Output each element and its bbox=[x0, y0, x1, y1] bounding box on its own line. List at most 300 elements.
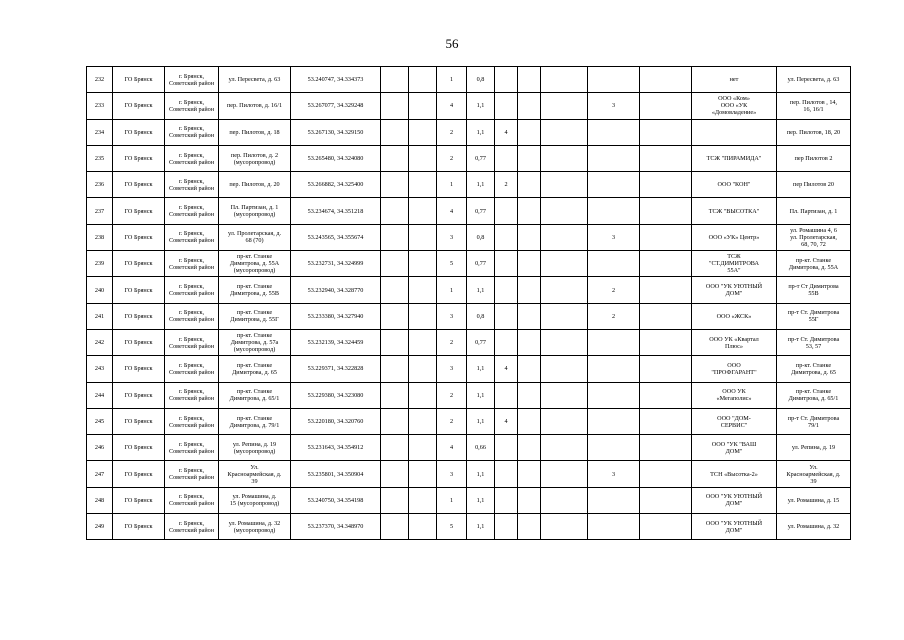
cell-container-count: 4 bbox=[437, 435, 467, 461]
cell-extra-count bbox=[495, 93, 518, 119]
cell-blank-2 bbox=[409, 172, 437, 198]
cell-coordinates: 53.229371, 34.322828 bbox=[291, 356, 381, 382]
cell-served-objects: пер Пилотов 2 bbox=[777, 145, 851, 171]
cell-served-objects: пр-т Ст Димитрова 55В bbox=[777, 277, 851, 303]
cell-organization: ООО "КОН" bbox=[692, 172, 777, 198]
cell-blank-1 bbox=[381, 487, 409, 513]
cell-blank-4 bbox=[541, 172, 588, 198]
cell-blank-4 bbox=[541, 198, 588, 224]
cell-extra-count bbox=[495, 303, 518, 329]
cell-bunker-count: 3 bbox=[588, 93, 640, 119]
registry-body bbox=[87, 67, 851, 540]
cell-address: пр-кт. Станке Димитрова, д. 55Г bbox=[219, 303, 291, 329]
cell-address: пер. Пилотов, д. 2 (мусоропровод) bbox=[219, 145, 291, 171]
cell-coordinates: 53.229380, 34.323080 bbox=[291, 382, 381, 408]
cell-row-number: 237 bbox=[87, 198, 113, 224]
cell-extra-count bbox=[495, 277, 518, 303]
table-row bbox=[87, 329, 851, 355]
cell-container-volume: 0,8 bbox=[467, 224, 495, 250]
cell-locality: г. Брянск, Советский район bbox=[165, 224, 219, 250]
cell-blank-1 bbox=[381, 119, 409, 145]
cell-blank-3 bbox=[518, 93, 541, 119]
cell-blank-1 bbox=[381, 514, 409, 540]
cell-coordinates: 53.232940, 34.328770 bbox=[291, 277, 381, 303]
cell-coordinates: 53.220180, 34.320760 bbox=[291, 408, 381, 434]
table-row bbox=[87, 224, 851, 250]
cell-served-objects: Пл. Партизан, д. 1 bbox=[777, 198, 851, 224]
cell-container-volume: 0,77 bbox=[467, 198, 495, 224]
cell-container-count: 5 bbox=[437, 514, 467, 540]
cell-blank-1 bbox=[381, 224, 409, 250]
cell-blank-5 bbox=[640, 145, 692, 171]
cell-coordinates: 53.267077, 34.329248 bbox=[291, 93, 381, 119]
cell-blank-2 bbox=[409, 303, 437, 329]
cell-extra-count bbox=[495, 67, 518, 93]
cell-container-count: 2 bbox=[437, 382, 467, 408]
cell-municipality: ГО Брянск bbox=[113, 277, 165, 303]
cell-address: пер. Пилотов, д. 20 bbox=[219, 172, 291, 198]
cell-coordinates: 53.233380, 34.327940 bbox=[291, 303, 381, 329]
cell-blank-3 bbox=[518, 145, 541, 171]
table-row bbox=[87, 382, 851, 408]
cell-served-objects: пр-кт. Станке Димитрова, д. 65 bbox=[777, 356, 851, 382]
cell-coordinates: 53.266882, 34.325400 bbox=[291, 172, 381, 198]
cell-served-objects: Ул. Красноармейская, д. 39 bbox=[777, 461, 851, 487]
cell-row-number: 236 bbox=[87, 172, 113, 198]
cell-blank-4 bbox=[541, 514, 588, 540]
cell-extra-count bbox=[495, 514, 518, 540]
cell-served-objects: ул. Репина, д. 19 bbox=[777, 435, 851, 461]
cell-address: пр-кт. Станке Димитрова, д. 57а (мусоропровод) bbox=[219, 329, 291, 355]
cell-extra-count bbox=[495, 435, 518, 461]
cell-blank-3 bbox=[518, 277, 541, 303]
cell-blank-3 bbox=[518, 356, 541, 382]
cell-organization: ТСЖ "СТ.ДИМИТРОВА 55А" bbox=[692, 251, 777, 277]
cell-locality: г. Брянск, Советский район bbox=[165, 461, 219, 487]
cell-blank-5 bbox=[640, 514, 692, 540]
cell-blank-3 bbox=[518, 514, 541, 540]
cell-container-volume: 0,8 bbox=[467, 303, 495, 329]
cell-row-number: 238 bbox=[87, 224, 113, 250]
cell-blank-2 bbox=[409, 461, 437, 487]
cell-blank-2 bbox=[409, 514, 437, 540]
cell-municipality: ГО Брянск bbox=[113, 514, 165, 540]
cell-blank-3 bbox=[518, 329, 541, 355]
cell-blank-3 bbox=[518, 382, 541, 408]
cell-row-number: 244 bbox=[87, 382, 113, 408]
cell-blank-2 bbox=[409, 408, 437, 434]
cell-served-objects: пр-кт. Станке Димитрова, д. 65/1 bbox=[777, 382, 851, 408]
cell-blank-5 bbox=[640, 172, 692, 198]
cell-coordinates: 53.232139, 34.324459 bbox=[291, 329, 381, 355]
registry-table bbox=[86, 66, 851, 540]
cell-served-objects: пр-кт. Станке Димитрова, д. 55А bbox=[777, 251, 851, 277]
cell-container-count: 2 bbox=[437, 145, 467, 171]
cell-municipality: ГО Брянск bbox=[113, 224, 165, 250]
cell-blank-5 bbox=[640, 119, 692, 145]
cell-organization: ООО "УК УЮТНЫЙ ДОМ" bbox=[692, 487, 777, 513]
cell-container-volume: 1,1 bbox=[467, 172, 495, 198]
cell-organization: ТСЖ "ПИРАМИДА" bbox=[692, 145, 777, 171]
cell-served-objects: пр-т Ст. Димитрова 55Г bbox=[777, 303, 851, 329]
cell-container-count: 3 bbox=[437, 224, 467, 250]
cell-blank-4 bbox=[541, 251, 588, 277]
cell-blank-3 bbox=[518, 198, 541, 224]
cell-address: Пл. Партизан, д. 1 (мусоропровод) bbox=[219, 198, 291, 224]
cell-extra-count: 4 bbox=[495, 408, 518, 434]
cell-container-count: 5 bbox=[437, 251, 467, 277]
cell-blank-4 bbox=[541, 145, 588, 171]
cell-blank-4 bbox=[541, 303, 588, 329]
cell-locality: г. Брянск, Советский район bbox=[165, 356, 219, 382]
cell-blank-3 bbox=[518, 119, 541, 145]
cell-locality: г. Брянск, Советский район bbox=[165, 382, 219, 408]
cell-bunker-count bbox=[588, 329, 640, 355]
cell-locality: г. Брянск, Советский район bbox=[165, 93, 219, 119]
cell-bunker-count: 3 bbox=[588, 224, 640, 250]
cell-municipality: ГО Брянск bbox=[113, 356, 165, 382]
cell-blank-5 bbox=[640, 487, 692, 513]
cell-address: ул. Пересвета, д. 63 bbox=[219, 67, 291, 93]
cell-blank-2 bbox=[409, 198, 437, 224]
cell-municipality: ГО Брянск bbox=[113, 329, 165, 355]
cell-served-objects: ул. Ромашина, д. 32 bbox=[777, 514, 851, 540]
cell-locality: г. Брянск, Советский район bbox=[165, 408, 219, 434]
cell-locality: г. Брянск, Советский район bbox=[165, 119, 219, 145]
cell-container-volume: 1,1 bbox=[467, 514, 495, 540]
cell-coordinates: 53.243565, 34.355674 bbox=[291, 224, 381, 250]
cell-blank-5 bbox=[640, 224, 692, 250]
cell-container-count: 4 bbox=[437, 93, 467, 119]
cell-blank-4 bbox=[541, 487, 588, 513]
cell-organization: ООО "УК УЮТНЫЙ ДОМ" bbox=[692, 277, 777, 303]
cell-container-count: 1 bbox=[437, 67, 467, 93]
cell-organization: ТСН «Высотка-2» bbox=[692, 461, 777, 487]
cell-served-objects: пер Пилотов 20 bbox=[777, 172, 851, 198]
table-row bbox=[87, 198, 851, 224]
cell-extra-count: 4 bbox=[495, 119, 518, 145]
table-row bbox=[87, 251, 851, 277]
cell-blank-3 bbox=[518, 251, 541, 277]
cell-container-count: 3 bbox=[437, 461, 467, 487]
cell-container-count: 1 bbox=[437, 277, 467, 303]
cell-bunker-count: 2 bbox=[588, 277, 640, 303]
cell-organization: ООО «Ком» ООО «УК «Домовладение» bbox=[692, 93, 777, 119]
cell-organization bbox=[692, 119, 777, 145]
cell-locality: г. Брянск, Советский район bbox=[165, 67, 219, 93]
cell-organization: ООО "УК УЮТНЫЙ ДОМ" bbox=[692, 514, 777, 540]
cell-organization: ООО УК «Квартал Плюс» bbox=[692, 329, 777, 355]
cell-blank-4 bbox=[541, 356, 588, 382]
cell-locality: г. Брянск, Советский район bbox=[165, 172, 219, 198]
cell-bunker-count bbox=[588, 172, 640, 198]
cell-locality: г. Брянск, Советский район bbox=[165, 198, 219, 224]
cell-blank-4 bbox=[541, 119, 588, 145]
cell-extra-count: 4 bbox=[495, 356, 518, 382]
cell-row-number: 248 bbox=[87, 487, 113, 513]
cell-blank-2 bbox=[409, 435, 437, 461]
cell-blank-1 bbox=[381, 145, 409, 171]
cell-served-objects: пр-т Ст. Димитрова 53, 57 bbox=[777, 329, 851, 355]
cell-blank-1 bbox=[381, 198, 409, 224]
cell-container-volume: 0,77 bbox=[467, 251, 495, 277]
cell-address: ул. Ромашина, д. 32 (мусоропровод) bbox=[219, 514, 291, 540]
cell-blank-2 bbox=[409, 382, 437, 408]
cell-locality: г. Брянск, Советский район bbox=[165, 303, 219, 329]
table-row bbox=[87, 408, 851, 434]
cell-row-number: 243 bbox=[87, 356, 113, 382]
cell-bunker-count bbox=[588, 145, 640, 171]
cell-served-objects: пер. Пилотов , 14, 16, 16/1 bbox=[777, 93, 851, 119]
cell-blank-2 bbox=[409, 251, 437, 277]
cell-locality: г. Брянск, Советский район bbox=[165, 435, 219, 461]
cell-address: ул. Ромашина, д. 15 (мусоропровод) bbox=[219, 487, 291, 513]
cell-organization: ООО "ПРОФГАРАНТ" bbox=[692, 356, 777, 382]
cell-address: пер. Пилотов, д. 16/1 bbox=[219, 93, 291, 119]
cell-blank-5 bbox=[640, 329, 692, 355]
cell-bunker-count bbox=[588, 487, 640, 513]
cell-address: ул. Пролетарская, д. 68 (70) bbox=[219, 224, 291, 250]
cell-served-objects: пр-т Ст. Димитрова 79/1 bbox=[777, 408, 851, 434]
cell-bunker-count bbox=[588, 251, 640, 277]
cell-row-number: 241 bbox=[87, 303, 113, 329]
cell-container-count: 3 bbox=[437, 356, 467, 382]
cell-bunker-count bbox=[588, 408, 640, 434]
cell-municipality: ГО Брянск bbox=[113, 303, 165, 329]
cell-organization: ООО УК «Мегаполис» bbox=[692, 382, 777, 408]
cell-blank-3 bbox=[518, 487, 541, 513]
cell-coordinates: 53.267130, 34.329150 bbox=[291, 119, 381, 145]
cell-blank-3 bbox=[518, 408, 541, 434]
cell-address: пр-кт. Станке Димитрова, д. 65/1 bbox=[219, 382, 291, 408]
cell-municipality: ГО Брянск bbox=[113, 408, 165, 434]
cell-municipality: ГО Брянск bbox=[113, 435, 165, 461]
cell-municipality: ГО Брянск bbox=[113, 487, 165, 513]
cell-container-volume: 1,1 bbox=[467, 408, 495, 434]
cell-extra-count: 2 bbox=[495, 172, 518, 198]
cell-bunker-count bbox=[588, 119, 640, 145]
table-row bbox=[87, 277, 851, 303]
cell-locality: г. Брянск, Советский район bbox=[165, 329, 219, 355]
cell-municipality: ГО Брянск bbox=[113, 251, 165, 277]
cell-blank-2 bbox=[409, 119, 437, 145]
cell-blank-2 bbox=[409, 224, 437, 250]
cell-coordinates: 53.231643, 34.354912 bbox=[291, 435, 381, 461]
cell-blank-4 bbox=[541, 93, 588, 119]
cell-extra-count bbox=[495, 487, 518, 513]
table-row bbox=[87, 461, 851, 487]
table-row bbox=[87, 145, 851, 171]
cell-row-number: 234 bbox=[87, 119, 113, 145]
cell-blank-4 bbox=[541, 224, 588, 250]
cell-row-number: 245 bbox=[87, 408, 113, 434]
cell-municipality: ГО Брянск bbox=[113, 172, 165, 198]
table-row bbox=[87, 356, 851, 382]
cell-blank-1 bbox=[381, 461, 409, 487]
cell-blank-5 bbox=[640, 303, 692, 329]
cell-organization: ТСЖ "ВЫСОТКА" bbox=[692, 198, 777, 224]
cell-blank-4 bbox=[541, 67, 588, 93]
cell-container-volume: 0,66 bbox=[467, 435, 495, 461]
cell-served-objects: пер. Пилотов, 18, 20 bbox=[777, 119, 851, 145]
cell-blank-1 bbox=[381, 251, 409, 277]
cell-address: Ул. Красноармейская, д. 39 bbox=[219, 461, 291, 487]
cell-container-volume: 1,1 bbox=[467, 382, 495, 408]
cell-municipality: ГО Брянск bbox=[113, 461, 165, 487]
table-row bbox=[87, 172, 851, 198]
cell-blank-1 bbox=[381, 356, 409, 382]
cell-blank-1 bbox=[381, 93, 409, 119]
cell-blank-1 bbox=[381, 303, 409, 329]
cell-container-count: 1 bbox=[437, 487, 467, 513]
cell-blank-3 bbox=[518, 435, 541, 461]
cell-blank-5 bbox=[640, 198, 692, 224]
cell-address: пр-кт. Станке Димитрова, д. 55А (мусоропровод) bbox=[219, 251, 291, 277]
cell-container-count: 2 bbox=[437, 408, 467, 434]
cell-bunker-count bbox=[588, 356, 640, 382]
cell-extra-count bbox=[495, 224, 518, 250]
cell-blank-2 bbox=[409, 93, 437, 119]
cell-blank-5 bbox=[640, 251, 692, 277]
cell-coordinates: 53.237370, 34.348970 bbox=[291, 514, 381, 540]
cell-municipality: ГО Брянск bbox=[113, 119, 165, 145]
cell-blank-5 bbox=[640, 67, 692, 93]
cell-blank-4 bbox=[541, 277, 588, 303]
cell-locality: г. Брянск, Советский район bbox=[165, 277, 219, 303]
cell-bunker-count bbox=[588, 435, 640, 461]
cell-address: пер. Пилотов, д. 18 bbox=[219, 119, 291, 145]
cell-blank-1 bbox=[381, 67, 409, 93]
cell-organization: ООО «УК» Центр» bbox=[692, 224, 777, 250]
cell-blank-3 bbox=[518, 461, 541, 487]
cell-row-number: 242 bbox=[87, 329, 113, 355]
cell-bunker-count: 2 bbox=[588, 303, 640, 329]
cell-blank-2 bbox=[409, 329, 437, 355]
cell-blank-4 bbox=[541, 435, 588, 461]
cell-container-volume: 1,1 bbox=[467, 93, 495, 119]
table-row bbox=[87, 303, 851, 329]
table-row bbox=[87, 119, 851, 145]
cell-container-volume: 1,1 bbox=[467, 119, 495, 145]
cell-blank-3 bbox=[518, 303, 541, 329]
cell-blank-1 bbox=[381, 172, 409, 198]
cell-municipality: ГО Брянск bbox=[113, 93, 165, 119]
cell-blank-5 bbox=[640, 93, 692, 119]
table-row bbox=[87, 487, 851, 513]
cell-blank-3 bbox=[518, 224, 541, 250]
cell-extra-count bbox=[495, 461, 518, 487]
cell-locality: г. Брянск, Советский район bbox=[165, 487, 219, 513]
cell-container-count: 3 bbox=[437, 303, 467, 329]
cell-blank-1 bbox=[381, 329, 409, 355]
cell-row-number: 239 bbox=[87, 251, 113, 277]
cell-container-count: 2 bbox=[437, 119, 467, 145]
cell-served-objects: ул. Ромашина, д. 15 bbox=[777, 487, 851, 513]
page-number: 56 bbox=[445, 36, 459, 51]
cell-blank-5 bbox=[640, 461, 692, 487]
cell-container-volume: 1,1 bbox=[467, 356, 495, 382]
cell-coordinates: 53.240750, 34.354198 bbox=[291, 487, 381, 513]
cell-bunker-count bbox=[588, 382, 640, 408]
cell-row-number: 233 bbox=[87, 93, 113, 119]
cell-address: пр-кт. Станке Димитрова, д. 79/1 bbox=[219, 408, 291, 434]
cell-row-number: 246 bbox=[87, 435, 113, 461]
cell-container-volume: 0,77 bbox=[467, 329, 495, 355]
cell-container-count: 4 bbox=[437, 198, 467, 224]
cell-blank-1 bbox=[381, 277, 409, 303]
cell-coordinates: 53.234674, 34.351218 bbox=[291, 198, 381, 224]
cell-organization: ООО "УК "ВАШ ДОМ" bbox=[692, 435, 777, 461]
cell-blank-4 bbox=[541, 461, 588, 487]
cell-blank-5 bbox=[640, 356, 692, 382]
cell-municipality: ГО Брянск bbox=[113, 145, 165, 171]
cell-container-volume: 1,1 bbox=[467, 487, 495, 513]
cell-row-number: 235 bbox=[87, 145, 113, 171]
table-row bbox=[87, 93, 851, 119]
cell-blank-5 bbox=[640, 277, 692, 303]
cell-served-objects: ул. Ромашина 4, 6 ул. Пролетарская, 68, 70, 72 bbox=[777, 224, 851, 250]
table-row bbox=[87, 67, 851, 93]
cell-container-count: 1 bbox=[437, 172, 467, 198]
cell-coordinates: 53.240747, 34.334373 bbox=[291, 67, 381, 93]
cell-row-number: 249 bbox=[87, 514, 113, 540]
cell-container-volume: 0,8 bbox=[467, 67, 495, 93]
cell-locality: г. Брянск, Советский район bbox=[165, 514, 219, 540]
cell-extra-count bbox=[495, 198, 518, 224]
cell-container-count: 2 bbox=[437, 329, 467, 355]
cell-municipality: ГО Брянск bbox=[113, 198, 165, 224]
cell-extra-count bbox=[495, 382, 518, 408]
cell-extra-count bbox=[495, 251, 518, 277]
cell-blank-3 bbox=[518, 67, 541, 93]
cell-served-objects: ул. Пересвета, д. 63 bbox=[777, 67, 851, 93]
cell-blank-1 bbox=[381, 435, 409, 461]
cell-blank-5 bbox=[640, 435, 692, 461]
cell-blank-2 bbox=[409, 277, 437, 303]
table-row bbox=[87, 435, 851, 461]
cell-row-number: 247 bbox=[87, 461, 113, 487]
cell-container-volume: 1,1 bbox=[467, 277, 495, 303]
cell-bunker-count bbox=[588, 67, 640, 93]
cell-blank-1 bbox=[381, 382, 409, 408]
cell-blank-2 bbox=[409, 145, 437, 171]
cell-address: пр-кт. Станке Димитрова, д. 65 bbox=[219, 356, 291, 382]
cell-blank-5 bbox=[640, 408, 692, 434]
cell-row-number: 232 bbox=[87, 67, 113, 93]
cell-organization: ООО "ДОМ- СЕРВИС" bbox=[692, 408, 777, 434]
cell-extra-count bbox=[495, 329, 518, 355]
cell-address: ул. Репина, д. 19 (мусоропровод) bbox=[219, 435, 291, 461]
cell-municipality: ГО Брянск bbox=[113, 382, 165, 408]
cell-blank-2 bbox=[409, 67, 437, 93]
cell-blank-3 bbox=[518, 172, 541, 198]
cell-blank-2 bbox=[409, 487, 437, 513]
cell-municipality: ГО Брянск bbox=[113, 67, 165, 93]
cell-blank-4 bbox=[541, 329, 588, 355]
cell-coordinates: 53.232731, 34.324999 bbox=[291, 251, 381, 277]
cell-row-number: 240 bbox=[87, 277, 113, 303]
cell-blank-5 bbox=[640, 382, 692, 408]
cell-blank-2 bbox=[409, 356, 437, 382]
cell-bunker-count bbox=[588, 198, 640, 224]
cell-extra-count bbox=[495, 145, 518, 171]
cell-blank-1 bbox=[381, 408, 409, 434]
cell-locality: г. Брянск, Советский район bbox=[165, 251, 219, 277]
cell-blank-4 bbox=[541, 382, 588, 408]
cell-bunker-count bbox=[588, 514, 640, 540]
table-row bbox=[87, 514, 851, 540]
cell-container-volume: 0,77 bbox=[467, 145, 495, 171]
